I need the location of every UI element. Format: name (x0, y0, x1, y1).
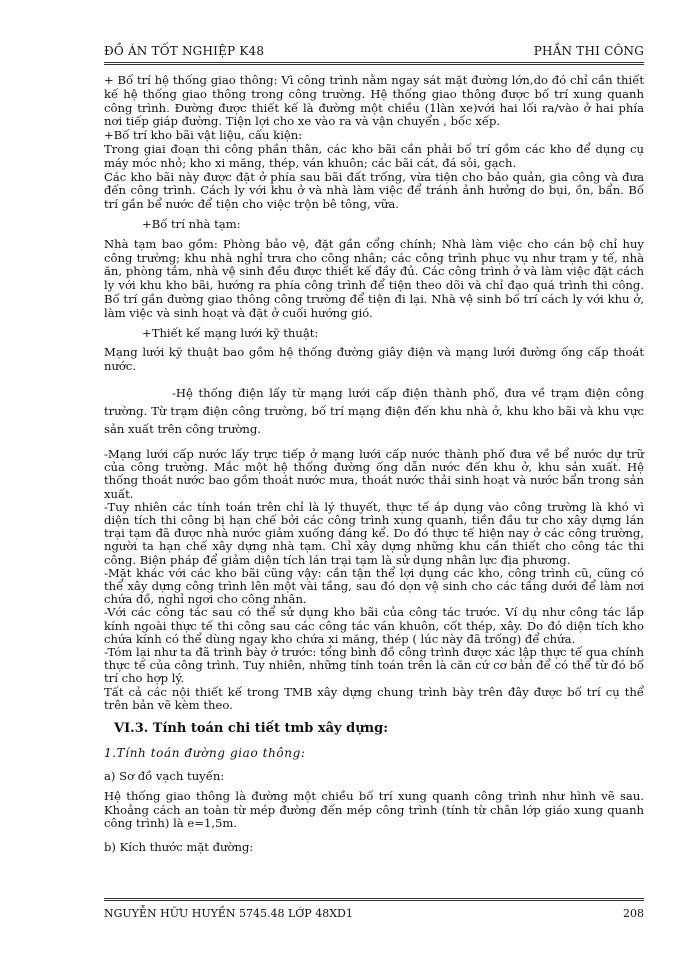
document-body (104, 74, 644, 855)
paragraph-storage-list: Trong giai đoạn thi công phần thân, các kho bãi cần phải bố trí gồm các kho để dụng cụ máy móc nhỏ; kho xi măng, thép, ván khuôn; các bãi cát, đá sỏi, gạch. (104, 141, 644, 170)
item-route-diagram: a) Sơ đồ vạch tuyến: (104, 769, 225, 783)
heading-temporary-housing: +Bố trí nhà tạm: (142, 216, 241, 231)
paragraph-storage-location: Các kho bãi này được đặt ở phía sau bãi đất trống, vừa tiện cho bảo quản, gia công và đưa đến công trình. Cách ly với khu ở và nhà làm việc để tránh ảnh hưởng do bụi, ồn, bẩn. Bố trí gần bể nước để tiện cho việc trộn bê tông, vữa. (104, 169, 644, 212)
paragraph-temporary-housing: Nhà tạm bao gồm: Phòng bảo vệ, đặt gần cổng chính; Nhà làm việc cho cán bộ chỉ huy công trường; khu nhà nghỉ trưa cho công nhân; các công trình phục vụ như trạm y tế, nhà ăn, phòng tắm, nhà vệ sinh đều được thiết kế đầy đủ. Các công trình ở và làm việc đặt cách ly với khu kho bãi, hướng ra phía công trình để tiện theo dõi và chỉ đạo quá trình thi công. Bố trí gần đường giao thông công trường để tiện đi lại. Nhà vệ sinh bố trí cách ly với khu ở, làm việc và sinh hoạt và đặt ở cuối hướng gió. (104, 236, 644, 320)
footer-rule (104, 898, 644, 901)
page-footer (104, 907, 644, 923)
paragraph-electrical: -Hệ thống điện lấy từ mạng lưới cấp điện thành phố, đưa về trạm điện công trường. Từ trạm điện công trường, bố trí mạng điện đến khu nhà ở, khu kho bãi và khu vực sản xuất trên công trường. (104, 385, 644, 436)
paragraph-shared-storage: -Với các công tác sau có thể sử dụng kho bãi của công tác trước. Ví dụ như công tác lắp kính ngoài thực tế thi công sau các công tác ván khuôn, cốt thép, xây. Do đó diện tích kho chứa kính có thể dùng ngay kho chứa xi măng, thép ( lúc này đã trống) để chứa. (104, 605, 644, 646)
heading-technical-network: +Thiết kế mạng lưới kỹ thuật: (142, 325, 319, 340)
paragraph-storage-reuse: -Mặt khác với các kho bãi cũng vậy: cần tận thể lợi dụng các kho, công trình cũ, cũng có thể xây dựng công trình lên một vài tầng, sau đó dọn vệ sinh cho các tầng dưới để làm nơi chứa đồ, nghỉ ngơi cho công nhân. (104, 565, 644, 607)
item-road-dimensions: b) Kích thước mặt đường: (104, 840, 254, 855)
paragraph-route-description: Hệ thống giao thông là đường một chiều bố trí xung quanh công trình như hình vẽ sau. Khoảng cách an toàn từ mép đường đến mép công trình (tính từ chân lớp giáo xung quanh công trình) là e=1,5m. (104, 788, 644, 831)
paragraph-traffic: + Bố trí hệ thống giao thông: Vì công trình nằm ngay sát mặt đường lớn,do đó chỉ cần thiết kế hệ thống giao thông trong công trường. Hệ thống giao thông được bố trí xung quanh công trình. Đường được thiết kế là đường một chiều (1làn xe)với hai lối ra/vào ở hai phía nơi tiếp giáp đường. Tiện lợi cho xe vào ra và vận chuyển , bốc xếp. (104, 73, 644, 129)
header-left-title: ĐỒ ÁN TỐT NGHIỆP K48 (104, 44, 265, 58)
header-rule (104, 62, 644, 65)
paragraph-drawing-note: Tất cả các nội thiết kế trong TMB xây dựng chung trình bày trên đây được bố trí cụ thể trên bản vẽ kèm theo. (104, 684, 644, 712)
paragraph-practical-limits: -Tuy nhiên các tính toán trên chỉ là lý thuyết, thực tế áp dụng vào công trường là khó vì diện tích thi công bị hạn chế bởi các công trình xung quanh, tiền đầu tư cho xây dựng lán trại tạm đã được nhà nước giảm xuống đáng kể. Do đó thực tế hiện nay ở các công trường, người ta hạn chế xây dựng nhà tạm. Chỉ xây dựng những khu cần thiết cho công tác thi công. Biện pháp để giảm diện tích lán trại tạm là sử dụng nhân lực địa phương. (104, 499, 644, 567)
page-header (104, 44, 644, 60)
paragraph-water-supply: -Mạng lưới cấp nước lấy trực tiếp ở mạng lưới cấp nước thành phố đưa về bể nước dự trữ của công trường. Mắc một hệ thống đường ống dẫn nước đến khu ở, khu sản xuất. Hệ thống thoát nước bao gồm thoát nước mưa, thoát nước thải sinh hoạt và nước bẩn trong sản xuất. (104, 446, 644, 501)
paragraph-technical-network: Mạng lưới kỹ thuật bao gồm hệ thống đường giây điện và mạng lưới đường ống cấp thoát nước. (104, 345, 644, 374)
header-right-title: PHẦN THI CÔNG (533, 44, 644, 58)
subsection-heading-roads: 1.Tính toán đường giao thông: (104, 746, 306, 760)
page-number: 208 (623, 907, 644, 920)
section-heading: VI.3. Tính toán chi tiết tmb xây dựng: (114, 721, 388, 736)
heading-storage: +Bố trí kho bãi vật liệu, cấu kiện: (104, 128, 303, 143)
paragraph-summary: -Tóm lại như ta đã trình bày ở trước: tổng bình đồ công trình được xác lập thực tế qua chính thực tế của công trình. Tuy nhiên, những tính toán trên là căn cứ cơ bản để có thể từ đó bố trí cho hợp lý. (104, 644, 644, 686)
footer-author: NGUYỄN HỮU HUYỀN 5745.48 LỚP 48XD1 (104, 907, 353, 920)
